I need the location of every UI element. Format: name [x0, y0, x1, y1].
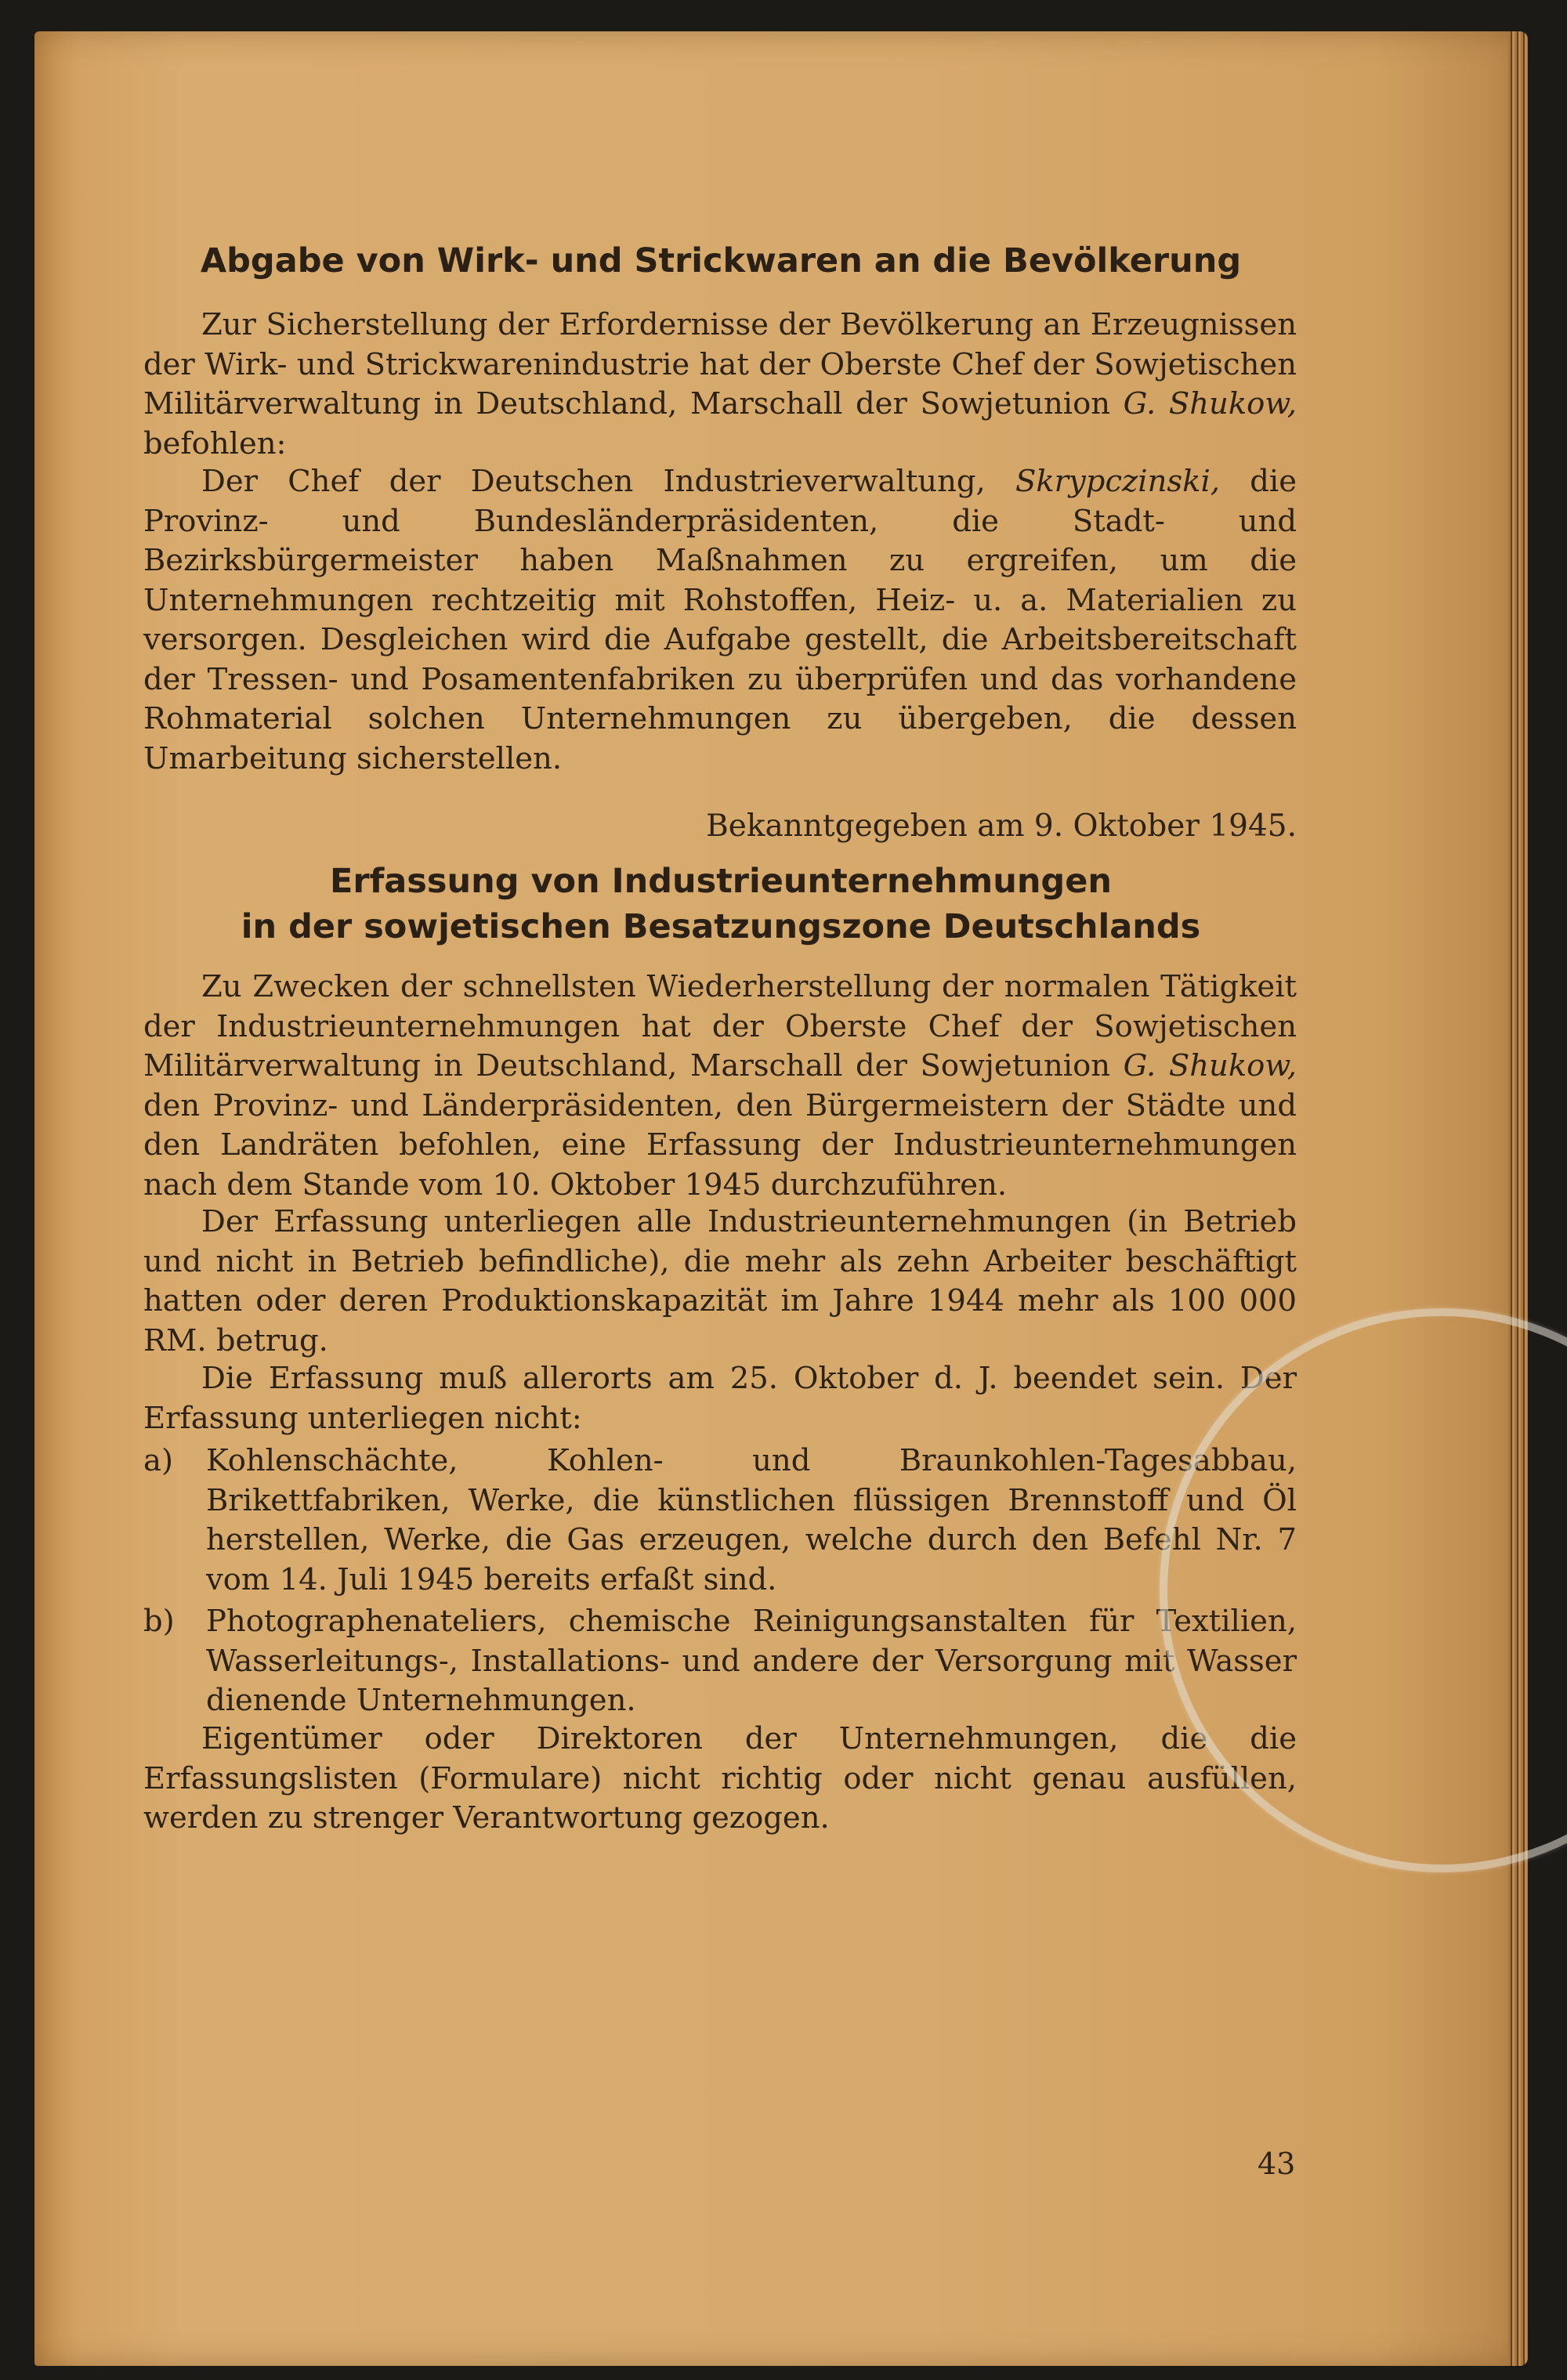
section2-paragraph-2: Der Erfassung unterliegen alle Industrieunternehmungen (in Betrieb und nicht in Betrieb befindliche), die mehr als zehn Arbeiter beschäftigt hatten oder deren Produktionskapazität im Jahre 1944 mehr als 100 000 RM. betrug.: [143, 1204, 1297, 1358]
section2-title-line2: in der sowjetischen Besatzungszone Deutschlands: [241, 907, 1201, 946]
section1-title: Abgabe von Wirk- und Strickwaren an die Bevölkerung: [200, 241, 1242, 280]
section2-paragraph-4: Eigentümer oder Direktoren der Unternehmungen, die die Erfassungslisten (Formulare) nicht richtig oder nicht genau ausfüllen, werden zu strenger Verantwortung gezogen.: [143, 1721, 1297, 1836]
page-edge: [1508, 31, 1528, 2366]
list-text-a: Kohlenschächte, Kohlen- und Braunkohlen-Tagesabbau, Brikettfabriken, Werke, die künstlichen flüssigen Brennstoff und Öl herstellen, Werke, die Gas erzeugen, welche durch den Befehl Nr. 7 vom 14. Juli 1945 bereits erfaßt sind.: [206, 1443, 1297, 1597]
list-marker-b: b): [143, 1604, 175, 1639]
section1-paragraph-1: Zur Sicherstellung der Erfordernisse der Bevölkerung an Erzeugnissen der Wirk- und Strickwarenindustrie hat der Oberste Chef der Sowjetischen Militärverwaltung in Deutschland, Marschall der Sowjetunion G. Shukow, befohlen:: [143, 307, 1297, 461]
list-item-b: [143, 1602, 1297, 1721]
list-marker-a: a): [143, 1443, 173, 1478]
list-item-a: [143, 1441, 1297, 1600]
list-text-b: Photographenateliers, chemische Reinigungsanstalten für Textilien, Wasserleitungs-, Installations- und andere der Versorgung mit Wasser dienende Unternehmungen.: [206, 1604, 1297, 1718]
section1-paragraph-2: Der Chef der Deutschen Industrieverwaltung, Skrypczinski, die Provinz- und Bundesländerpräsidenten, die Stadt- und Bezirksbürgermeister haben Maßnahmen zu ergreifen, um die Unternehmungen rechtzeitig mit Rohstoffen, Heiz- u. a. Materialien zu versorgen. Desgleichen wird die Aufgabe gestellt, die Arbeitsbereitschaft der Tressen- und Posamentenfabriken zu überprüfen und das vorhandene Rohmaterial solchen Unternehmungen zu übergeben, die dessen Umarbeitung sicherstellen.: [143, 464, 1297, 776]
announcement-date: Bekanntgegeben am 9. Oktober 1945.: [706, 808, 1297, 844]
section2-title-line1: Erfassung von Industrieunternehmungen: [329, 862, 1112, 901]
section2-paragraph-3: Die Erfassung muß allerorts am 25. Oktober d. J. beendet sein. Der Erfassung unterliegen nicht:: [143, 1361, 1297, 1436]
section2-paragraph-1: Zu Zwecken der schnellsten Wiederherstellung der normalen Tätigkeit der Industrieunternehmungen hat der Oberste Chef der Sowjetischen Militärverwaltung in Deutschland, Marschall der Sowjetunion G. Shukow, den Provinz- und Länderpräsidenten, den Bürgermeistern der Städte und den Landräten befohlen, eine Erfassung der Industrieunternehmungen nach dem Stande vom 10. Oktober 1945 durchzuführen.: [143, 969, 1297, 1203]
page-number: 43: [1258, 2147, 1296, 2181]
